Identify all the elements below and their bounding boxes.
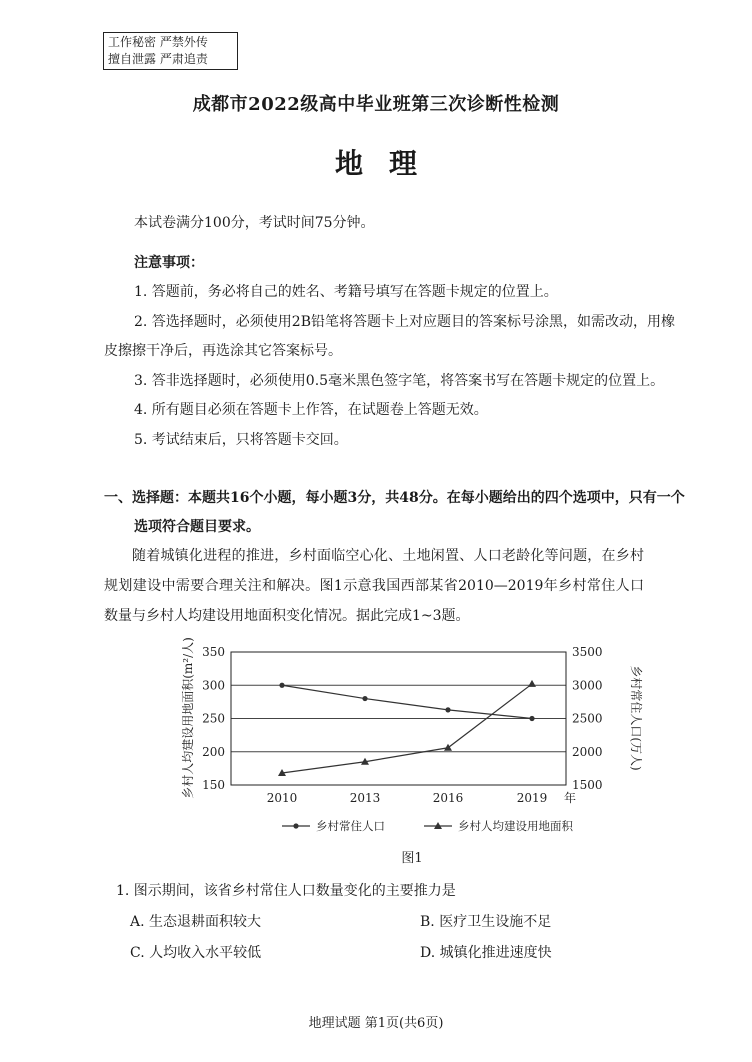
left-tick-label: 350 bbox=[202, 645, 225, 659]
option-a[interactable]: A. 生态退耕面积较大 bbox=[130, 914, 262, 930]
right-axis-ticks bbox=[572, 645, 603, 792]
left-tick-label: 300 bbox=[202, 678, 225, 693]
section-heading-cont: 选项符合题目要求。 bbox=[134, 519, 260, 535]
confidential-stamp bbox=[103, 32, 238, 70]
right-tick-label: 3500 bbox=[572, 645, 603, 659]
figure-1-chart bbox=[170, 636, 643, 868]
chart-grid bbox=[231, 652, 566, 785]
exam-intro: 本试卷满分100分，考试时间75分钟。 bbox=[134, 215, 375, 231]
right-tick-label: 2500 bbox=[572, 711, 603, 726]
notice-item: 5. 考试结束后，只将答题卡交回。 bbox=[134, 432, 348, 448]
x-tick-label: 2016 bbox=[432, 791, 464, 805]
figure-caption: 图1 bbox=[401, 851, 423, 866]
right-tick-label: 1500 bbox=[572, 778, 603, 792]
notice-item: 4. 所有题目必须在答题卡上作答，在试题卷上答题无效。 bbox=[134, 402, 488, 418]
chart-legend bbox=[282, 819, 573, 833]
data-point-circle bbox=[445, 707, 450, 712]
notice-heading: 注意事项： bbox=[134, 255, 204, 271]
data-point-circle bbox=[529, 716, 534, 721]
section-heading: 一、选择题：本题共16个小题，每小题3分，共48分。在每小题给出的四个选项中，只有一个 bbox=[104, 490, 685, 506]
legend-label: 乡村人均建设用地面积 bbox=[458, 819, 573, 833]
legend-circle-marker bbox=[293, 823, 298, 828]
right-tick-label: 2000 bbox=[572, 744, 603, 759]
left-axis-label: 乡村人均建设用地面积(m²/人) bbox=[181, 637, 195, 799]
stamp-line-2: 擅自泄露 严肃追责 bbox=[108, 52, 208, 66]
data-point-triangle bbox=[444, 744, 452, 751]
series-line bbox=[282, 684, 532, 773]
x-unit-label: 年 bbox=[564, 791, 577, 805]
data-point-circle bbox=[279, 683, 284, 688]
notice-item: 2. 答选择题时，必须使用2B铅笔将答题卡上对应题目的答案标号涂黑，如需改动，用橡 bbox=[134, 314, 676, 330]
x-tick-label: 2010 bbox=[266, 791, 298, 805]
right-tick-label: 3000 bbox=[572, 678, 603, 693]
option-d[interactable]: D. 城镇化推进速度快 bbox=[420, 945, 552, 961]
series-line bbox=[282, 685, 532, 718]
left-tick-label: 250 bbox=[202, 711, 225, 726]
reading-passage: 随着城镇化进程的推进，乡村面临空心化、土地闲置、人口老龄化等问题，在乡村规划建设中需要合理关注和解决。图1示意我国西部某省2010—2019年乡村常住人口数量与乡村人均建设用地面积变化情况。据此完成1~3题。 bbox=[104, 548, 644, 624]
notice-item: 1. 答题前，务必将自己的姓名、考籍号填写在答题卡规定的位置上。 bbox=[134, 284, 558, 300]
left-tick-label: 200 bbox=[202, 744, 225, 759]
question-stem: 1. 图示期间，该省乡村常住人口数量变化的主要推力是 bbox=[116, 883, 456, 899]
x-tick-label: 2013 bbox=[349, 791, 381, 805]
option-c[interactable]: C. 人均收入水平较低 bbox=[130, 945, 262, 961]
notice-item: 3. 答非选择题时，必须使用0.5毫米黑色签字笔，将答案书写在答题卡规定的位置上。 bbox=[134, 373, 665, 389]
notice-item: 皮擦擦干净后，再选涂其它答案标号。 bbox=[104, 343, 342, 359]
page-footer: 地理试题 第1页(共6页) bbox=[308, 1016, 444, 1031]
data-point-circle bbox=[362, 696, 367, 701]
legend-label: 乡村常住人口 bbox=[316, 819, 385, 833]
exam-title: 成都市2022级高中毕业班第三次诊断性检测 bbox=[192, 94, 560, 115]
x-axis-ticks bbox=[267, 791, 548, 805]
data-point-triangle bbox=[528, 680, 536, 687]
left-axis-ticks bbox=[202, 645, 225, 792]
stamp-line-1: 工作秘密 严禁外传 bbox=[108, 35, 208, 49]
left-tick-label: 150 bbox=[202, 778, 225, 792]
right-axis-label: 乡村常住人口(万人) bbox=[629, 665, 643, 771]
chart-series bbox=[278, 680, 536, 776]
subject-title: 地理 bbox=[334, 147, 443, 180]
x-tick-label: 2019 bbox=[516, 791, 548, 805]
option-b[interactable]: B. 医疗卫生设施不足 bbox=[420, 914, 552, 930]
